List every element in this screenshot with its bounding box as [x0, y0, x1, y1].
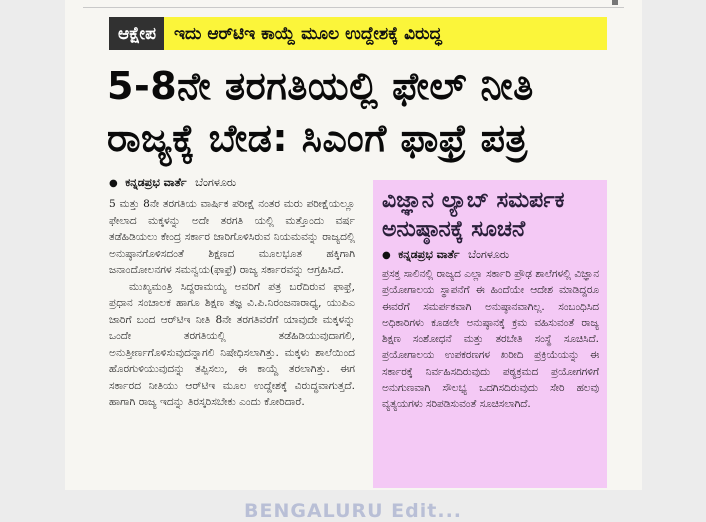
page-margin-right [641, 0, 706, 513]
box-byline [382, 248, 599, 262]
footer-caption: BENGALURU Edit... [243, 500, 463, 522]
main-article [109, 176, 355, 490]
article-body [109, 196, 355, 411]
headline-line-1: 5-8ನೇ ತರಗತಿಯಲ್ಲಿ ಫೇಲ್ ನೀತಿ [107, 64, 534, 108]
banner-text: ಇದು ಆರ್‌ಟಿಇ ಕಾಯ್ದೆ ಮೂಲ ಉದ್ದೇಶಕ್ಕೆ ವಿರುದ್ಧ [173, 23, 442, 44]
box-byline-agency: ಕನ್ನಡಪ್ರಭ ವಾರ್ತೆ [398, 248, 460, 261]
box-byline-place: ಬೆಂಗಳೂರು [468, 248, 510, 261]
top-rule [83, 0, 624, 8]
box-paragraph: ಪ್ರಸಕ್ತ ಸಾಲಿನಲ್ಲಿ ರಾಜ್ಯದ ಎಲ್ಲಾ ಸರ್ಕಾರಿ ಪ್ರೌಢ ಶಾಲೆಗಳಲ್ಲಿ ವಿಜ್ಞಾನ ಪ್ರಯೋಗಾಲಯ ಸ್ಥಾಪನೆಗೆ ಈ ಹಿಂದೆಯೇ ಆದೇಶ ಮಾಡಿದ್ದರೂ ಈವರೆಗೆ ಸಮರ್ಪಕವಾಗಿ ಅನುಷ್ಠಾನವಾಗಿಲ್ಲ. ಸಂಬಂಧಿಸಿದ ಅಧಿಕಾರಿಗಳು ಕೂಡಲೇ ಅನುಷ್ಠಾನಕ್ಕೆ ಕ್ರಮ ವಹಿಸುವಂತೆ ರಾಜ್ಯ ಶಿಕ್ಷಣ ಸಂಶೋಧನೆ ಮತ್ತು ತರಬೇತಿ ಸಂಸ್ಥೆ ಸೂಚಿಸಿದೆ. ಪ್ರಯೋಗಾಲಯ ಉಪಕರಣಗಳ ಖರೀದಿ ಪ್ರಕ್ರಿಯೆಯನ್ನು ಈ ಸರ್ಕಾರಕ್ಕೆ ನಿರ್ವಹಿಸದಿರುವುದು ಪಠ್ಯಕ್ರಮದ ಪ್ರಯೋಗಗಳಿಗೆ ಅನುಗುಣವಾಗಿ ಸೌಲಭ್ಯ ಒದಗಿಸದಿರುವುದು ಸೇರಿ ಹಲವು ವ್ಯತ್ಯಯಗಳು ಸರಿಪಡಿಸುವಂತೆ ಸೂಚಿಸಲಾಗಿದೆ. [382, 268, 599, 411]
box-byline-bullet: ● [382, 250, 391, 261]
box-title-line-1: ವಿಜ್ಞಾನ ಲ್ಯಾಬ್ ಸಮರ್ಪಕ [382, 188, 565, 213]
article-byline [109, 176, 355, 190]
highlight-banner [109, 17, 607, 50]
byline-agency: ಕನ್ನಡಪ್ರಭ ವಾರ್ತೆ [125, 176, 187, 189]
corner-mark [612, 0, 618, 5]
article-paragraph-1: 5 ಮತ್ತು 8ನೇ ತರಗತಿಯ ವಾರ್ಷಿಕ ಪರೀಕ್ಷೆ ನಂತರ ಮರು ಪರೀಕ್ಷೆಯಲ್ಲೂ ಫೇಲಾದ ಮಕ್ಕಳನ್ನು ಅದೇ ತರಗತಿ ಯಲ್ಲಿ ಮತ್ತೊಂದು ವರ್ಷ ತಡೆಹಿಡಿಯಲು ಕೇಂದ್ರ ಸರ್ಕಾರ ಜಾರಿಗೊಳಿಸಿರುವ ನಿಯಮವನ್ನು ರಾಜ್ಯದಲ್ಲಿ ಅನುಷ್ಠಾನಗೊಳಿಸದಂತೆ ಶಿಕ್ಷಣದ ಮೂಲಭೂತ ಹಕ್ಕಿಗಾಗಿ ಜನಾಂದೋಲನಗಳ ಸಮನ್ವಯ(ಫಾಫ್ರೆ) ರಾಜ್ಯ ಸರ್ಕಾರವನ್ನು ಆಗ್ರಹಿಸಿದೆ. [109, 198, 355, 276]
box-body [382, 266, 599, 413]
box-title-line-2: ಅನುಷ್ಠಾನಕ್ಕೆ ಸೂಚನೆ [382, 217, 526, 242]
byline-bullet: ● [109, 178, 118, 189]
box-title [382, 186, 599, 244]
headline-line-2: ರಾಜ್ಯಕ್ಕೆ ಬೇಡ: ಸಿಎಂಗೆ ಫಾಫ್ರೆ ಪತ್ರ [107, 116, 528, 160]
sidebar-news-box [373, 180, 607, 488]
article-paragraph-2: ಮುಖ್ಯಮಂತ್ರಿ ಸಿದ್ದರಾಮಯ್ಯ ಅವರಿಗೆ ಪತ್ರ ಬರೆದಿರುವ ಫಾಫ್ರೆ, ಪ್ರಧಾನ ಸಂಚಾಲಕ ಹಾಗೂ ಶಿಕ್ಷಣ ತಜ್ಞ ವಿ.ಪಿ.ನಿರಂಜನಾರಾಧ್ಯ, ಯುಪಿಎ ಜಾರಿಗೆ ಬಂದ ಆರ್‌ಟಿಇ ನೀತಿ 8ನೇ ತರಗತಿವರೆಗೆ ಯಾವುದೇ ಮಕ್ಕಳನ್ನು ಒಂದೇ ತರಗತಿಯಲ್ಲಿ ತಡೆಹಿಡಿಯುವುದಾಗಲಿ, ಅನುತ್ತೀರ್ಣಗೊಳಿಸುವುದನ್ನಾಗಲಿ ನಿಷೇಧಿಸಲಾಗಿತ್ತು. ಮಕ್ಕಳು ಶಾಲೆಯಿಂದ ಹೊರಗುಳಿಯುವುದನ್ನು ತಪ್ಪಿಸಲು, ಈ ಕಾಯ್ದೆ ತರಲಾಗಿತ್ತು. ಈಗ ಸರ್ಕಾರದ ನೀತಿಯು ಆರ್‌ಟಿಇ ಮೂಲ ಉದ್ದೇಶಕ್ಕೆ ವಿರುದ್ಧವಾಗುತ್ತದೆ. ಹಾಗಾಗಿ ರಾಜ್ಯ ಇದನ್ನು ತಿರಸ್ಕರಿಸಬೇಕು ಎಂದು ಕೋರಿದಾರೆ. [109, 280, 355, 408]
page-margin-left [0, 0, 65, 513]
newspaper-clipping [65, 0, 642, 490]
byline-place: ಬೆಂಗಳೂರು [195, 176, 237, 189]
banner-tag: ಆಕ್ಷೇಪ [109, 17, 164, 50]
